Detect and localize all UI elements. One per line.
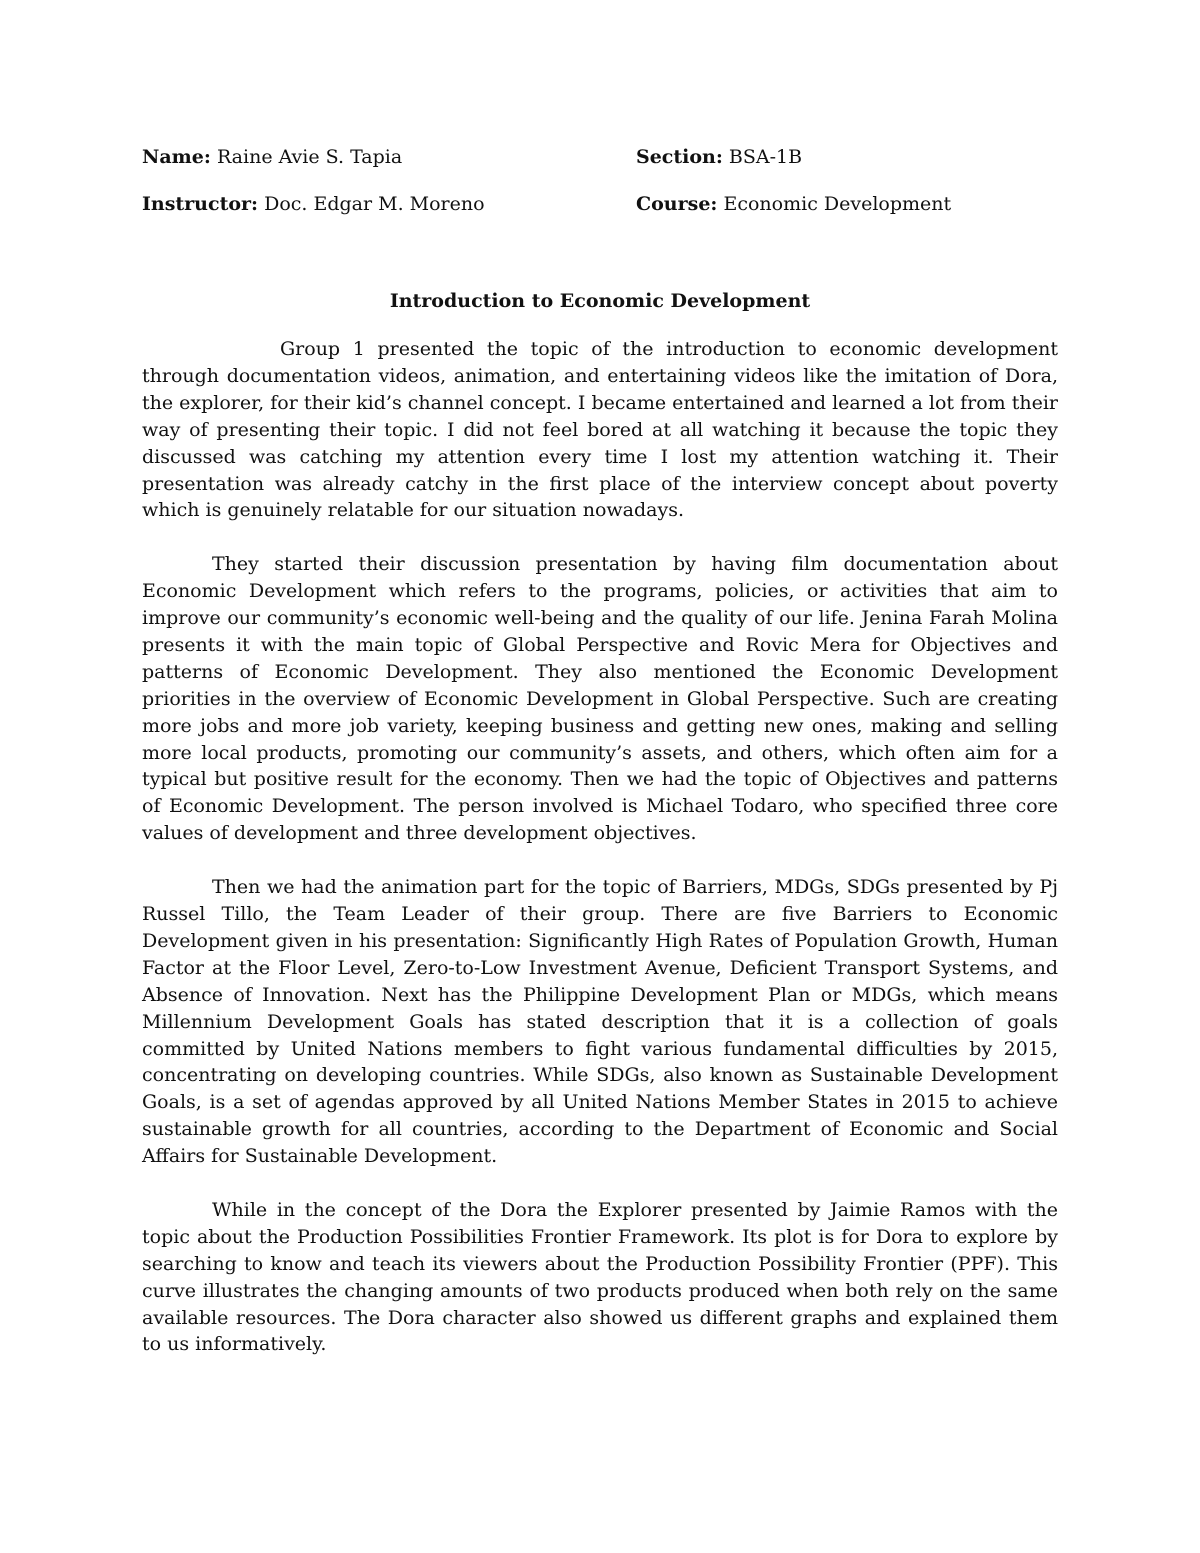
name-value: Raine Avie S. Tapia <box>216 146 403 168</box>
header-row-instructor-course <box>142 189 1062 219</box>
paragraph-2: They started their discussion presentation by having film documentation about Economic Development which refers to the programs, policies, or activities that aim to improve our community’s economic well-being and the quality of our life. Jenina Farah Molina presents it with the main topic of Global Perspective and Rovic Mera for Objectives and patterns of Economic Development. They also mentioned the Economic Development priorities in the overview of Economic Development in Global Perspective. Such are creating more jobs and more job variety, keeping business and getting new ones, making and selling more local products, promoting our community’s assets, and others, which often aim for a typical but positive result for the economy. Then we had the topic of Objectives and patterns of Economic Development. The person involved is Michael Todaro, who specified three core values of development and three development objectives. <box>142 553 1058 845</box>
course-field <box>636 189 951 219</box>
paragraph-4: While in the concept of the Dora the Explorer presented by Jaimie Ramos with the topic about the Production Possibilities Frontier Framework. Its plot is for Dora to explore by searching to know and teach its viewers about the Production Possibility Frontier (PPF). This curve illustrates the changing amounts of two products produced when both rely on the same available resources. The Dora character also showed us different graphs and explained them to us informatively. <box>142 1198 1058 1356</box>
document-body <box>142 336 1058 1385</box>
name-field <box>142 142 402 172</box>
section-label: Section: <box>636 146 723 168</box>
paragraph-1: Group 1 presented the topic of the introduction to economic development through documentation videos, animation, and entertaining videos like the imitation of Dora, the explorer, for their kid’s channel concept. I became entertained and learned a lot from their way of presenting their topic. I did not feel bored at all watching it because the topic they discussed was catching my attention every time I lost my attention watching it. Their presentation was already catchy in the first place of the interview concept about poverty which is genuinely relatable for our situation nowadays. <box>142 338 1058 522</box>
course-label: Course: <box>636 193 718 215</box>
section-value: BSA-1B <box>728 146 803 168</box>
section-field <box>636 142 802 172</box>
name-label: Name: <box>142 146 211 168</box>
paragraph-3: Then we had the animation part for the topic of Barriers, MDGs, SDGs presented by Pj Russel Tillo, the Team Leader of their group. There are five Barriers to Economic Development given in his presentation: Significantly High Rates of Population Growth, Human Factor at the Floor Level, Zero-to-Low Investment Avenue, Deficient Transport Systems, and Absence of Innovation. Next has the Philippine Development Plan or MDGs, which means Millennium Development Goals has stated description that it is a collection of goals committed by United Nations members to fight various fundamental difficulties by 2015, concentrating on developing countries. While SDGs, also known as Sustainable Development Goals, is a set of agendas approved by all United Nations Member States in 2015 to achieve sustainable growth for all countries, according to the Department of Economic and Social Affairs for Sustainable Development. <box>142 876 1058 1168</box>
document-title: Introduction to Economic Development <box>389 290 811 312</box>
instructor-field <box>142 189 485 219</box>
instructor-label: Instructor: <box>142 193 259 215</box>
course-value: Economic Development <box>723 193 952 215</box>
header-row-name-section <box>142 142 1062 172</box>
instructor-value: Doc. Edgar M. Moreno <box>264 193 485 215</box>
